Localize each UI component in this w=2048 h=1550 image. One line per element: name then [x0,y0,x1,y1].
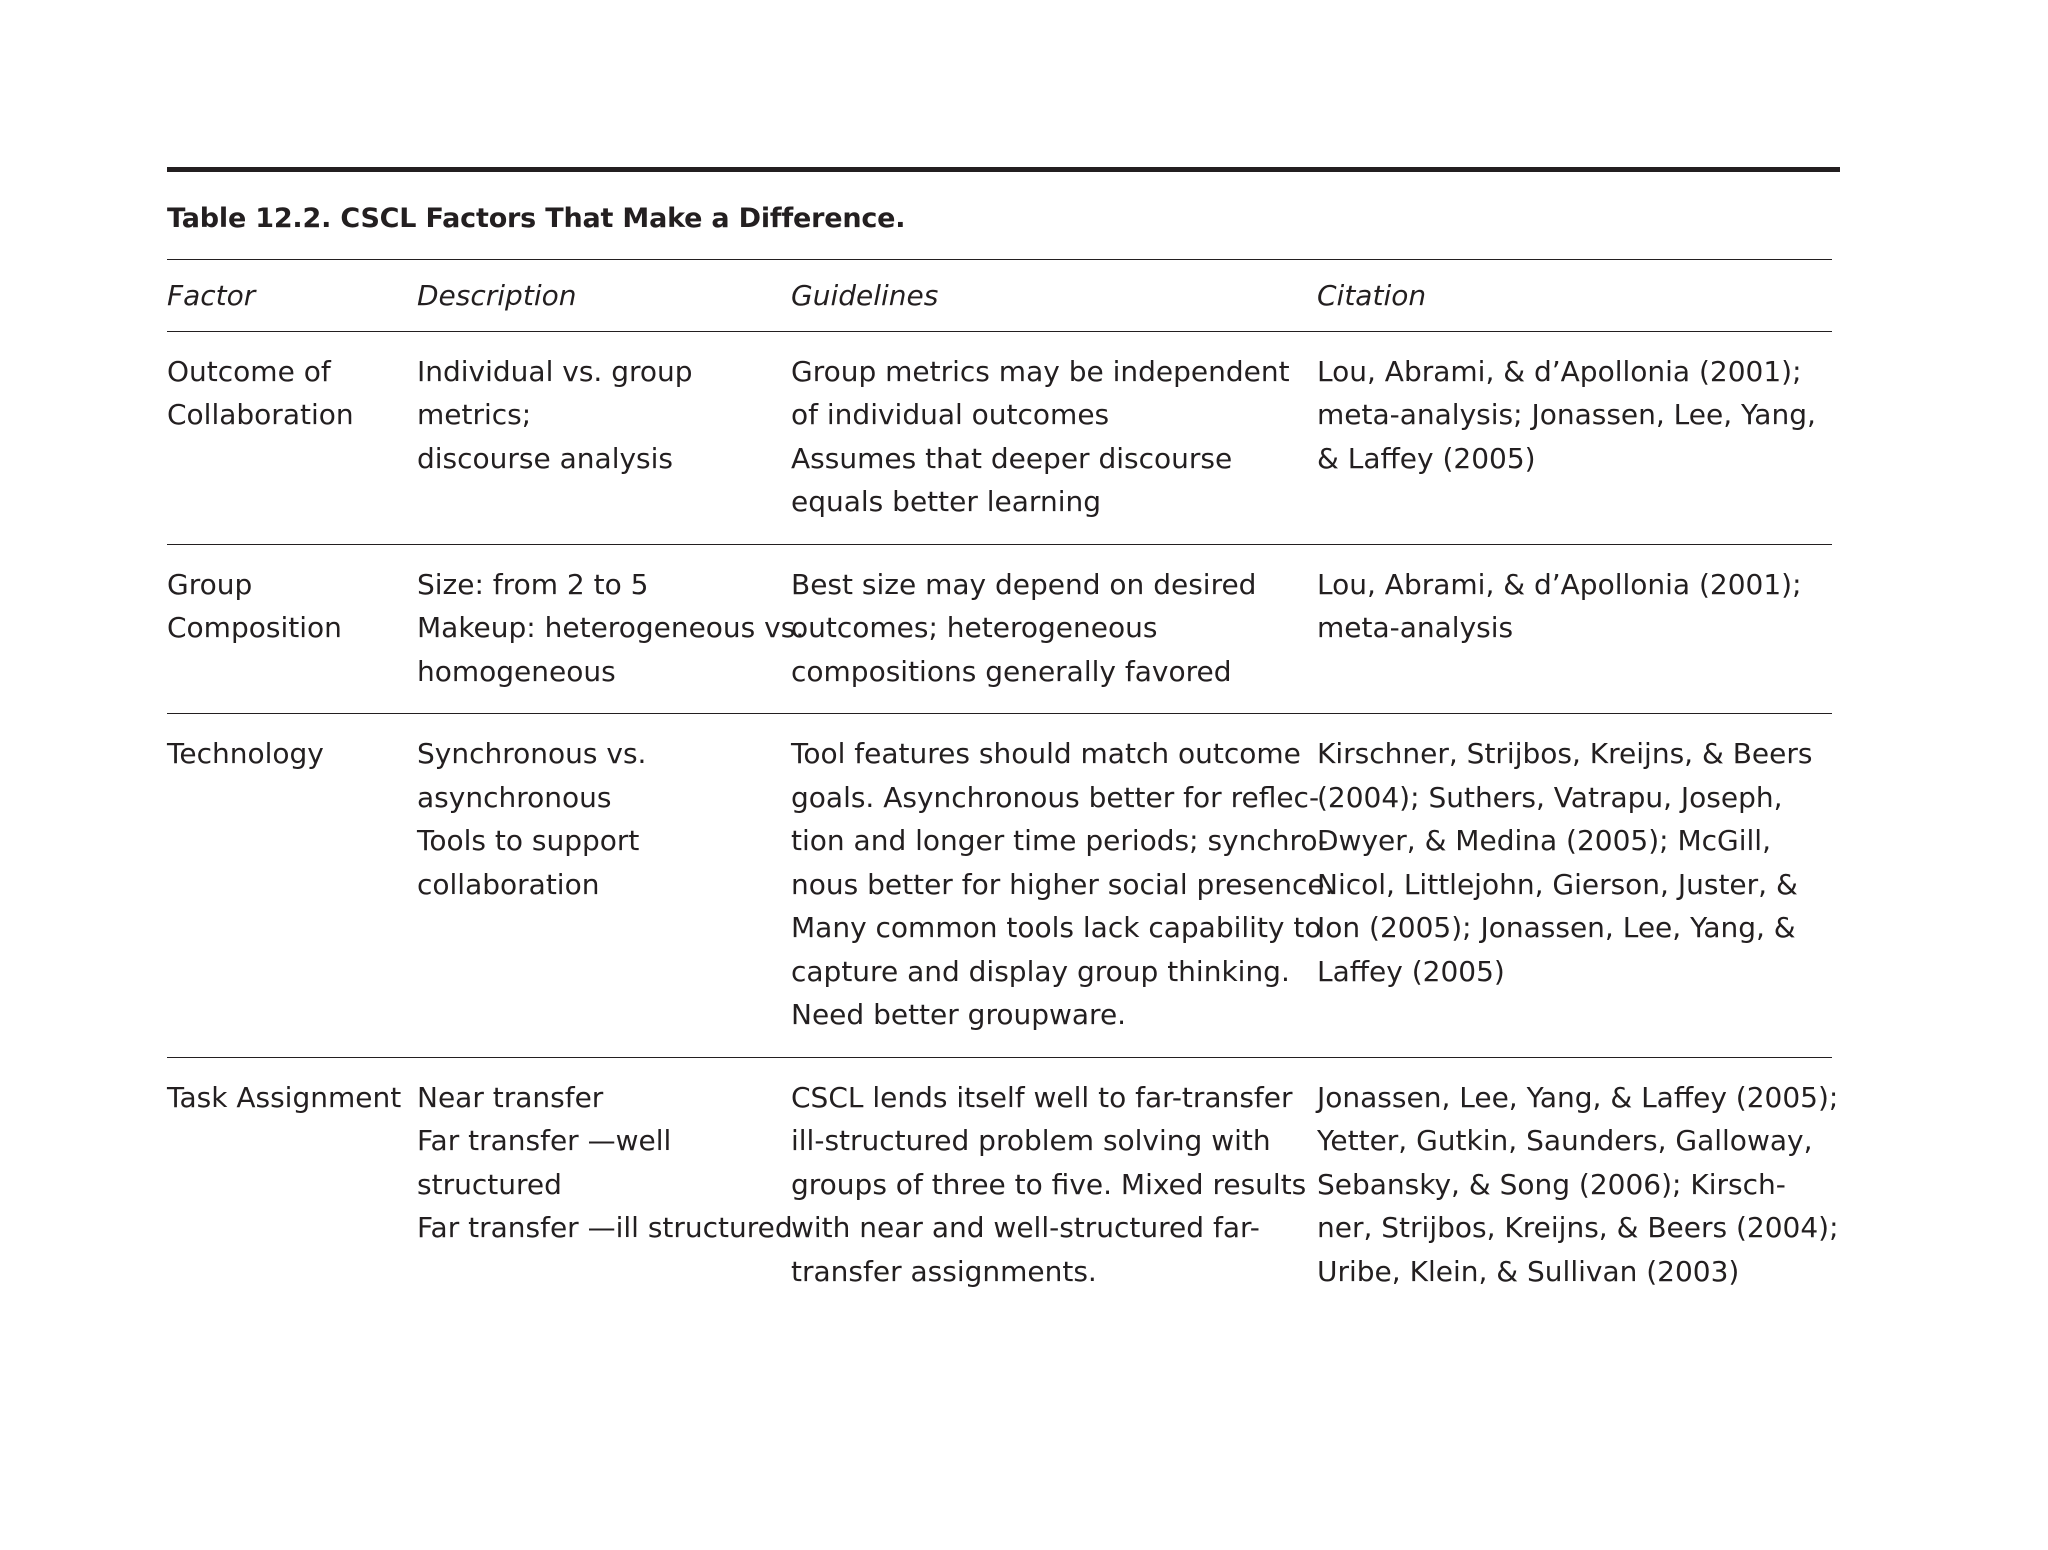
table-row [167,1057,1832,1313]
cell-line: homogeneous [417,654,616,688]
cell-line: nous better for higher social presence. [791,867,1334,901]
header-citation: Citation [1317,260,1832,332]
cell-line: meta-analysis [1317,611,1514,644]
cell-citation [1317,1057,1839,1313]
cell-line: Synchronous vs. [417,737,647,770]
cell-line: Dwyer, & Medina (2005); McGill, [1317,824,1771,857]
cell-line: outcomes; heterogeneous [791,611,1158,644]
cell-line: Individual vs. group [417,354,693,388]
cell-line: Size: from 2 to 5 [417,567,649,601]
cell-line: goals. Asynchronous better for reflec- [791,780,1320,814]
cell-line: Laffey (2005) [1317,954,1505,988]
cell-description [417,331,791,544]
cell-guidelines [791,544,1317,714]
cell-line: tion and longer time periods; synchro- [791,824,1329,857]
cell-line: metrics; [417,398,532,431]
cell-description [417,544,805,714]
cell-line: meta-analysis; Jonassen, Lee, Yang, [1317,398,1816,431]
cell-line: Lou, Abrami, & d’Apollonia (2001); [1317,354,1802,388]
cell-line: ill-structured problem solving with [791,1124,1271,1157]
cell-line: Many common tools lack capability to [791,911,1322,944]
cell-line: with near and well-structured far- [791,1211,1260,1244]
cell-line: Assumes that deeper discourse [791,441,1233,475]
cell-line: Nicol, Littlejohn, Gierson, Juster, & [1317,867,1798,901]
table-row [167,544,1832,714]
header-description: Description [417,260,791,332]
cell-factor [167,544,417,714]
cell-line: Task Assignment [167,1080,402,1114]
cell-line: Collaboration [167,398,354,431]
cell-line: Sebansky, & Song (2006); Kirsch- [1317,1167,1786,1201]
cell-line: discourse analysis [417,441,674,475]
cell-line: asynchronous [417,780,612,814]
header-guidelines: Guidelines [791,260,1317,332]
cell-line: (2004); Suthers, Vatrapu, Joseph, [1317,780,1783,814]
cell-description [417,714,791,1058]
cell-factor [167,714,417,1058]
cell-line: Group metrics may be independent [791,354,1290,388]
cell-line: Far transfer —ill structured [417,1211,793,1244]
table-caption: Table 12.2. CSCL Factors That Make a Difference. [167,203,906,234]
cell-line: Far transfer —well [417,1124,672,1157]
cell-line: structured [417,1167,562,1201]
cscl-factors-table [167,259,1839,1313]
top-rule [167,167,1840,172]
cell-line: CSCL lends itself well to far-transfer [791,1080,1293,1114]
cell-line: Group [167,567,253,601]
header-factor: Factor [167,260,417,332]
cell-citation [1317,714,1832,1058]
cell-line: Uribe, Klein, & Sullivan (2003) [1317,1254,1740,1288]
cell-line: compositions generally favored [791,654,1232,688]
cell-guidelines [791,331,1317,544]
table-row [167,714,1832,1058]
cell-line: Kirschner, Strijbos, Kreijns, & Beers [1317,737,1813,770]
cell-line: Makeup: heterogeneous vs. [417,611,805,644]
cell-line: equals better learning [791,485,1101,518]
cell-line: transfer assignments. [791,1254,1097,1288]
cell-line: capture and display group thinking. [791,954,1290,988]
cell-line: Tools to support [417,824,640,857]
cell-line: Composition [167,611,342,644]
cell-line: & Laffey (2005) [1317,441,1536,475]
cell-line: Best size may depend on desired [791,567,1257,601]
cell-line: Technology [167,737,324,770]
cell-citation [1317,544,1832,714]
cell-guidelines [791,714,1334,1058]
cell-citation [1317,331,1832,544]
cell-line: Near transfer [417,1080,604,1114]
cell-line: of individual outcomes [791,398,1110,431]
cell-line: Tool features should match outcome [791,737,1301,770]
cell-line: ner, Strijbos, Kreijns, & Beers (2004); [1317,1211,1839,1244]
cell-factor [167,331,417,544]
cell-guidelines [791,1057,1317,1313]
table-body [167,331,1839,1313]
table-row [167,331,1832,544]
cell-line: Ion (2005); Jonassen, Lee, Yang, & [1317,911,1796,944]
cell-line: Need better groupware. [791,998,1127,1031]
cell-line: Outcome of [167,354,331,388]
table-header-row [167,260,1832,332]
cell-line: Jonassen, Lee, Yang, & Laffey (2005); [1317,1080,1839,1114]
cell-line: Lou, Abrami, & d’Apollonia (2001); [1317,567,1802,601]
cell-description [417,1057,791,1313]
cell-line: Yetter, Gutkin, Saunders, Galloway, [1317,1124,1813,1157]
cell-line: collaboration [417,867,600,901]
cell-line: groups of three to five. Mixed results [791,1167,1307,1201]
cell-factor [167,1057,417,1313]
